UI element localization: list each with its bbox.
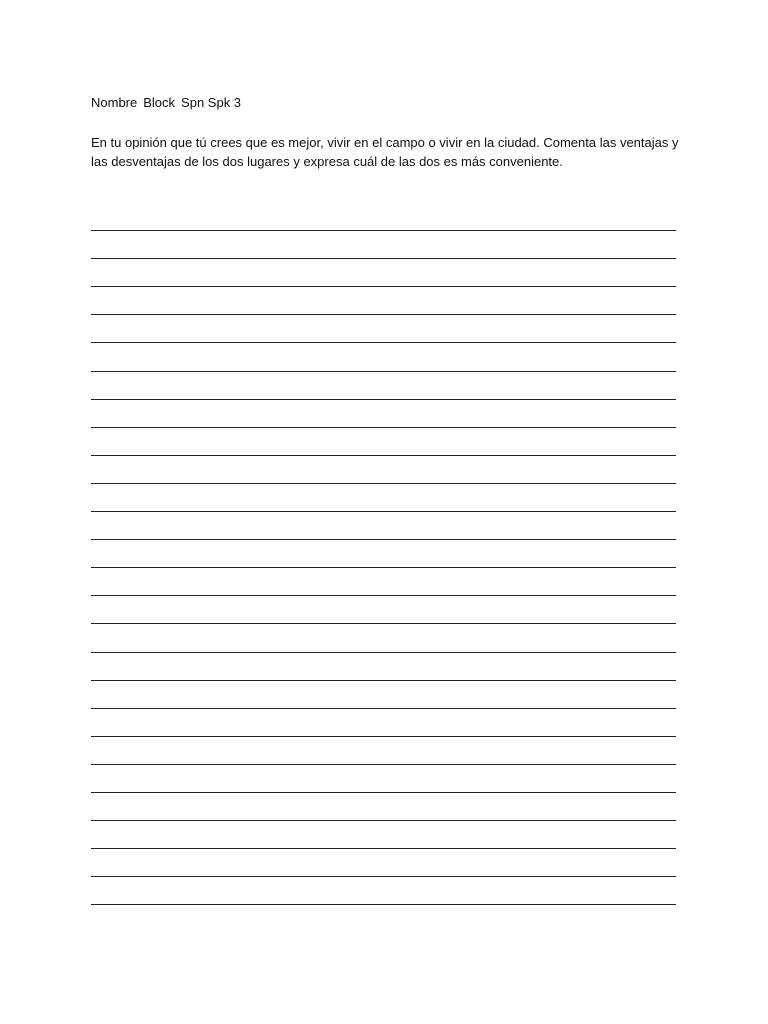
course-label: Spn Spk 3: [181, 95, 242, 110]
writing-line[interactable]: [91, 455, 676, 456]
writing-line[interactable]: [91, 764, 676, 765]
writing-line[interactable]: [91, 680, 676, 681]
writing-line[interactable]: [91, 876, 676, 877]
name-label: Nombre: [91, 95, 138, 110]
writing-line[interactable]: [91, 511, 676, 512]
writing-line[interactable]: [91, 595, 676, 596]
writing-line[interactable]: [91, 623, 676, 624]
header-line: [91, 94, 691, 111]
writing-line[interactable]: [91, 399, 676, 400]
writing-line[interactable]: [91, 314, 676, 315]
essay-prompt: En tu opinión que tú crees que es mejor, vivir en el campo o vivir en la ciudad. Comenta las ventajas y las desventajas de los dos lugares y expresa cuál de las dos es más conveniente.: [91, 135, 679, 169]
writing-line[interactable]: [91, 567, 676, 568]
writing-line[interactable]: [91, 427, 676, 428]
writing-line[interactable]: [91, 258, 676, 259]
block-label: Block: [143, 95, 176, 110]
writing-lines[interactable]: [91, 230, 676, 920]
writing-line[interactable]: [91, 736, 676, 737]
writing-line[interactable]: [91, 904, 676, 905]
writing-line[interactable]: [91, 483, 676, 484]
writing-line[interactable]: [91, 708, 676, 709]
writing-line[interactable]: [91, 539, 676, 540]
writing-line[interactable]: [91, 371, 676, 372]
writing-line[interactable]: [91, 792, 676, 793]
writing-line[interactable]: [91, 286, 676, 287]
writing-line[interactable]: [91, 652, 676, 653]
writing-line[interactable]: [91, 848, 676, 849]
writing-line[interactable]: [91, 820, 676, 821]
writing-line[interactable]: [91, 342, 676, 343]
writing-line[interactable]: [91, 230, 676, 231]
